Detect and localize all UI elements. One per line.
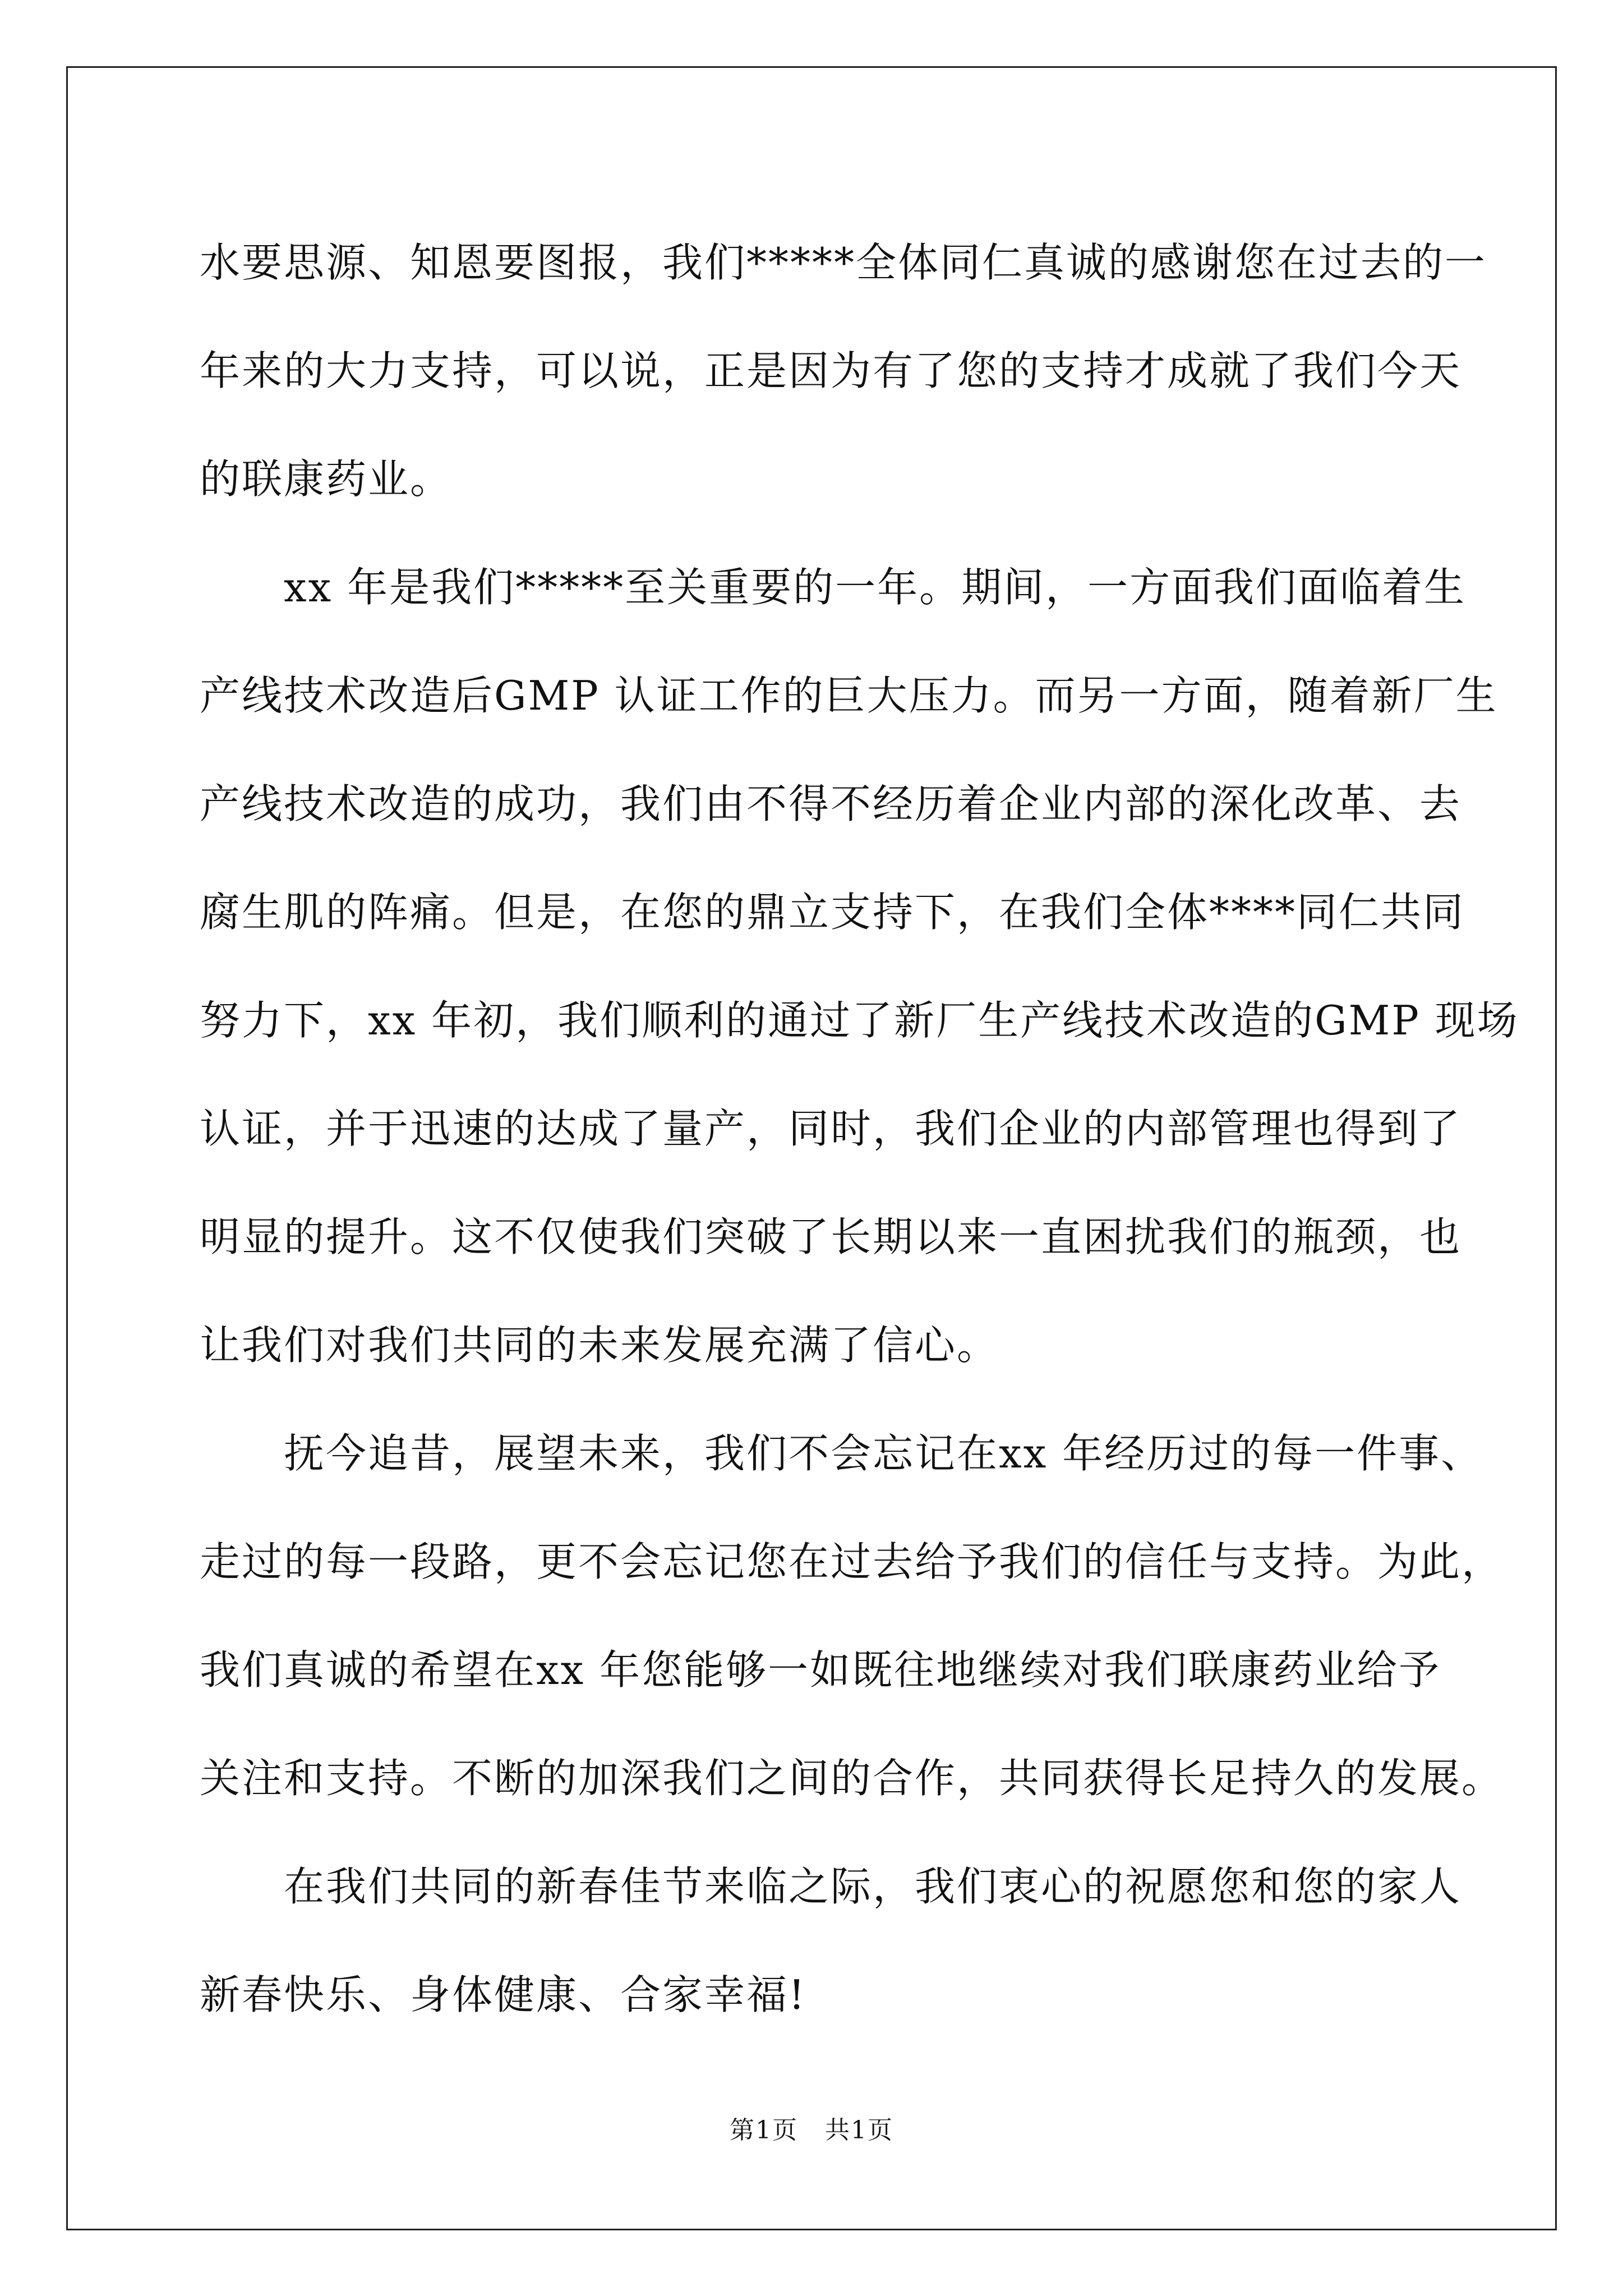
text-line: 水要思源、知恩要图报，我们*****全体同仁真诚的感谢您在过去的一 (200, 239, 1487, 286)
page-footer (0, 2114, 1623, 2147)
text-line: 抚今追昔，展望未来，我们不会忘记在xx 年经历过的每一件事、 (284, 1430, 1483, 1477)
text-line: xx 年是我们*****至关重要的一年。期间，一方面我们面临着生 (284, 564, 1467, 611)
text-line: 年来的大力支持，可以说，正是因为有了您的支持才成就了我们今天 (200, 347, 1462, 394)
text-line: 走过的每一段路，更不会忘记您在过去给予我们的信任与支持。为此， (200, 1538, 1504, 1585)
text-line: 我们真诚的希望在xx 年您能够一如既往地继续对我们联康药业给予 (200, 1646, 1441, 1694)
text-line: 新春快乐、身体健康、合家幸福! (200, 1971, 806, 2018)
text-line: 明显的提升。这不仅使我们突破了长期以来一直困扰我们的瓶颈，也 (200, 1213, 1462, 1260)
paragraph-3 (200, 1400, 1504, 1833)
text-line: 在我们共同的新春佳节来临之际，我们衷心的祝愿您和您的家人 (284, 1863, 1462, 1910)
page-count: 共1页 (825, 2116, 893, 2145)
document-body (200, 209, 1519, 2049)
text-line: 腐生肌的阵痛。但是，在您的鼎立支持下，在我们全体****同仁共同 (200, 889, 1465, 936)
page-number: 第1页 (730, 2116, 798, 2145)
text-line: 产线技术改造的成功，我们由不得不经历着企业内部的深化改革、去 (200, 780, 1462, 827)
text-line: 的联康药业。 (200, 455, 453, 503)
paragraph-1 (200, 209, 1487, 533)
text-line: 认证，并于迅速的达成了量产，同时，我们企业的内部管理也得到了 (200, 1105, 1462, 1152)
text-line: 让我们对我们共同的未来发展充满了信心。 (200, 1322, 999, 1369)
paragraph-2 (200, 533, 1519, 1400)
text-line: 努力下，xx 年初，我们顺利的通过了新厂生产线技术改造的GMP 现场 (200, 997, 1519, 1044)
text-line: 产线技术改造后GMP 认证工作的巨大压力。而另一方面，随着新厂生 (200, 672, 1498, 719)
paragraph-4 (200, 1833, 1462, 2049)
text-line: 关注和支持。不断的加深我们之间的合作，共同获得长足持久的发展。 (200, 1755, 1504, 1802)
